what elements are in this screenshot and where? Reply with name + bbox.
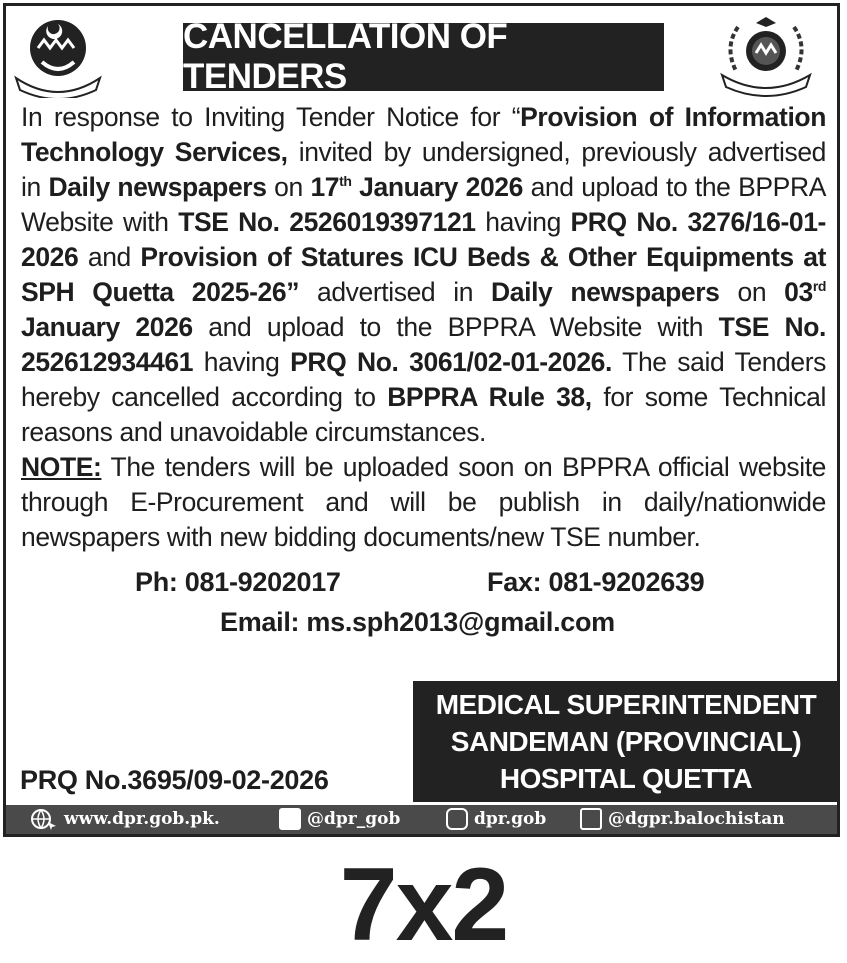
ad-size-label: 7x2 [339,847,508,963]
dgpr-emblem-logo [716,15,816,97]
globe-icon [28,808,58,830]
balochistan-emblem-logo [12,18,104,98]
footer-instagram: dpr.gob [446,808,546,830]
facebook-icon [580,808,602,830]
instagram-icon [446,808,468,830]
signatory-line-3: HOSPITAL QUETTA [499,763,753,794]
notice-body: In response to Inviting Tender Notice for “Provision of Information Technology Services, invited by undersigned, previously advertised in Daily newspapers on 17th January 2026 and upload to the BPPRA Website with TSE No. 2526019397121 having PRQ No. 3276/16-01-2026 and Provision of Statures ICU Beds & Other Equipments at SPH Quetta 2025-26” advertised in Daily newspapers on 03rd January 2026 and upload to the BPPRA Website with TSE No. 252612934461 having PRQ No. 3061/02-01-2026. The said Tenders hereby cancelled according to BPPRA Rule 38, for some Technical reasons and unavoidable circumstances. NOTE: The tenders will be uploaded soon on BPPRA official website through E-Procurement and will be publish in daily/nationwide newspapers with new bidding documents/new TSE number. [21,102,827,552]
note-label: NOTE: [21,452,102,482]
footer-facebook: @dgpr.balochistan [580,808,785,830]
signatory-line-1: MEDICAL SUPERINTENDENT [435,689,817,720]
footer-twitter: @dpr_gob [279,808,400,830]
footer-website: www.dpr.gob.pk. [28,808,220,830]
phone-number: Ph: 081-9202017 [135,567,341,597]
footer-bar [6,805,837,834]
fax-number: Fax: 081-9202639 [487,567,705,597]
signatory-box [413,681,839,802]
page-title: CANCELLATION OF TENDERS [183,23,664,91]
note-text: The tenders will be uploaded soon on BPPRA official website through E-Procurement and will be publish in daily/nationwide newspapers with new bidding documents/new TSE number. [21,452,826,552]
twitter-icon [279,808,301,830]
email-address: Email: ms.sph2013@gmail.com [220,607,615,637]
signatory-line-2: SANDEMAN (PROVINCIAL) [450,726,802,757]
prq-number: PRQ No.3695/09-02-2026 [20,765,329,795]
